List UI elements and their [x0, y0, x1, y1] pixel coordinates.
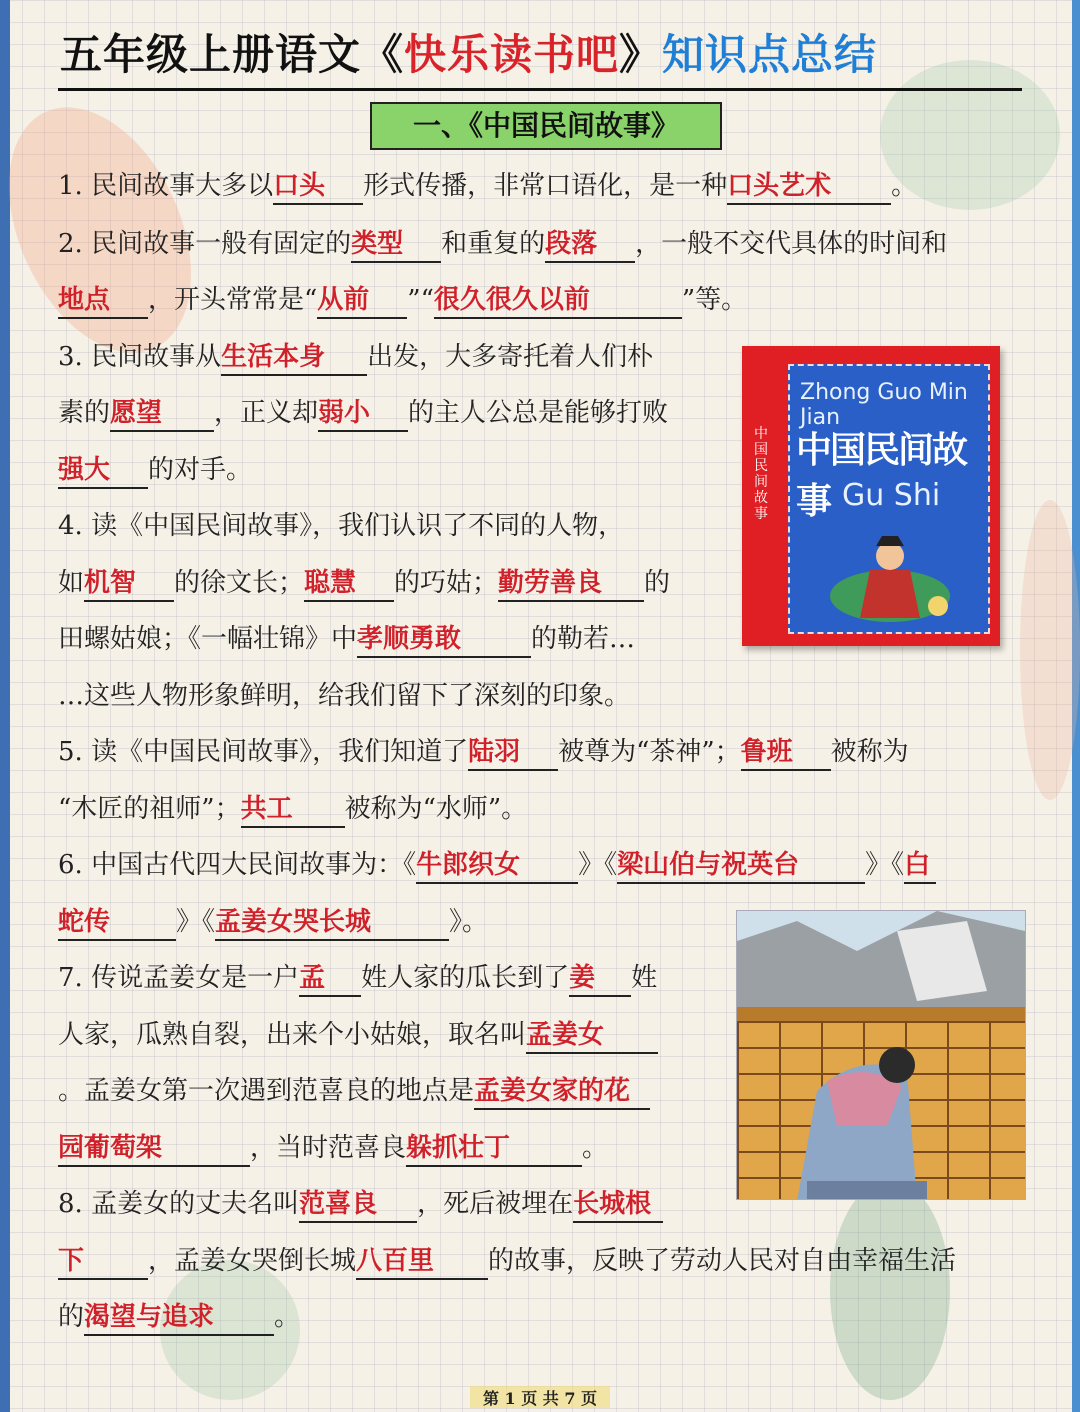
line-text: 形式传播，非常口语化，是一种: [363, 171, 728, 201]
fill-in-answer: 躲抓壮丁: [406, 1131, 582, 1167]
line-text: ，开头常常是“: [148, 285, 318, 315]
line-text: ，孟姜女哭倒长城: [148, 1246, 357, 1276]
title-divider: [58, 88, 1022, 91]
line-text: ，一般不交代具体的时间和: [635, 229, 948, 259]
book-cover-image: [742, 346, 1000, 646]
line-text: 的勒若…: [531, 624, 636, 654]
decorative-cactus: [830, 1180, 950, 1400]
line-text: 》《: [578, 850, 618, 880]
fill-in-answer: 地点: [58, 283, 148, 319]
title-suffix: 知识点总结: [662, 30, 878, 79]
text-line: [58, 676, 630, 716]
line-text: 》。: [449, 907, 489, 937]
fill-in-answer: 段落: [545, 227, 635, 263]
text-line: [58, 1128, 608, 1168]
line-text: 8. 孟姜女的丈夫名叫: [58, 1189, 300, 1219]
page-title: [60, 22, 1020, 86]
line-text: 7. 传说孟姜女是一户: [58, 963, 300, 993]
left-frame-stripe: [0, 0, 10, 1412]
text-line: [58, 1297, 300, 1337]
fill-in-answer: 蛇传: [58, 905, 176, 941]
text-line: [58, 619, 635, 659]
line-text: 和重复的: [441, 229, 546, 259]
line-text: 田螺姑娘；《一幅壮锦》中: [58, 624, 358, 654]
line-text: 的: [644, 568, 671, 598]
fill-in-answer: 从前: [317, 283, 407, 319]
line-text: 。孟姜女第一次遇到范喜良的地点是: [58, 1076, 475, 1106]
section-heading: 一、《中国民间故事》: [370, 102, 722, 150]
fill-in-answer: 长城根: [573, 1187, 663, 1223]
fill-in-answer: 孟姜女家的花: [474, 1074, 650, 1110]
book-spine-text: 中国民间故事: [754, 426, 768, 522]
fill-in-answer: 很久很久以前: [434, 283, 682, 319]
text-line: [58, 1184, 663, 1224]
fill-in-answer: 八百里: [356, 1244, 488, 1280]
fill-in-answer: 强大: [58, 453, 148, 489]
line-text: 被尊为“茶神”；: [558, 737, 741, 767]
book-title: 中国民间故事: [796, 429, 967, 522]
line-text: 4. 读《中国民间故事》，我们认识了不同的人物，: [58, 511, 625, 541]
line-text: 姓人家的瓜长到了: [361, 963, 570, 993]
line-text: 5. 读《中国民间故事》，我们知道了: [58, 737, 469, 767]
line-text: 》《: [176, 907, 216, 937]
fill-in-answer: 孟姜女哭长城: [215, 905, 449, 941]
line-text: 被称为: [830, 737, 909, 767]
fill-in-answer: 下: [58, 1244, 148, 1280]
title-bracket: 》: [619, 30, 663, 79]
fill-in-answer: 梁山伯与祝英台: [617, 848, 865, 884]
page-number: 第 1 页 共 7 页: [470, 1386, 610, 1408]
line-text: 被称为“水师”。: [344, 794, 528, 824]
line-text: ，死后被埋在: [417, 1189, 574, 1219]
line-text: ，正义却: [214, 398, 319, 428]
fill-in-answer: 口头: [273, 169, 363, 205]
line-text: 1. 民间故事大多以: [58, 171, 274, 201]
text-line: [58, 563, 670, 603]
text-line: [58, 450, 252, 490]
line-text: 的对手。: [148, 455, 253, 485]
text-line: [58, 1241, 956, 1281]
fill-in-answer: 弱小: [318, 396, 408, 432]
line-text: 2. 民间故事一般有固定的: [58, 229, 352, 259]
fill-in-answer: 聪慧: [304, 566, 394, 602]
text-line: [58, 1015, 658, 1055]
fill-in-answer: 孟: [299, 961, 361, 997]
fill-in-answer: 园葡萄架: [58, 1131, 250, 1167]
fill-in-answer: 类型: [351, 227, 441, 263]
text-line: [58, 166, 917, 206]
line-text: …这些人物形象鲜明，给我们留下了深刻的印象。: [58, 681, 631, 711]
line-text: ，当时范喜良: [250, 1133, 407, 1163]
fill-in-answer: 渴望与追求: [84, 1300, 274, 1336]
line-text: 。: [274, 1302, 301, 1332]
fill-in-answer: 白: [904, 848, 936, 884]
fill-in-answer: 勤劳善良: [498, 566, 644, 602]
great-wall-illustration: [736, 910, 1026, 1200]
text-line: [58, 789, 527, 829]
fill-in-answer: 姜: [569, 961, 631, 997]
text-line: [58, 393, 668, 433]
line-text: 的巧姑；: [394, 568, 499, 598]
line-text: “木匠的祖师”；: [58, 794, 241, 824]
text-line: [58, 1071, 650, 1111]
book-illustration: [820, 526, 960, 626]
book-pinyin-top: Zhong Guo Min Jian: [800, 380, 968, 430]
line-text: 。: [891, 171, 918, 201]
line-text: 如: [58, 568, 85, 598]
text-line: [58, 280, 747, 320]
line-text: 出发，大多寄托着人们朴: [367, 342, 654, 372]
fill-in-answer: 机智: [84, 566, 174, 602]
title-book-name: 快乐读书吧: [404, 30, 620, 79]
decorative-leaf: [1020, 500, 1080, 800]
title-prefix: 五年级上册语文《: [60, 30, 405, 79]
line-text: 的: [58, 1302, 85, 1332]
line-text: ”“: [407, 285, 434, 315]
text-line: [58, 224, 947, 264]
line-text: 姓: [631, 963, 658, 993]
line-text: 素的: [58, 398, 111, 428]
fill-in-answer: 愿望: [110, 396, 214, 432]
text-line: [58, 958, 657, 998]
fill-in-answer: 生活本身: [221, 340, 367, 376]
fill-in-answer: 陆羽: [468, 735, 558, 771]
weeping-woman-figure: [787, 1031, 937, 1200]
line-text: 的主人公总是能够打败: [408, 398, 669, 428]
fill-in-answer: 牛郎织女: [416, 848, 578, 884]
line-text: 。: [582, 1133, 609, 1163]
line-text: 的徐文长；: [174, 568, 305, 598]
fill-in-answer: 范喜良: [299, 1187, 417, 1223]
line-text: ”等。: [681, 285, 748, 315]
text-line: [58, 732, 909, 772]
text-line: [58, 902, 488, 942]
fill-in-answer: 孝顺勇敢: [357, 622, 531, 658]
text-line: [58, 506, 624, 546]
line-text: 6. 中国古代四大民间故事为：《: [58, 850, 417, 880]
line-text: 》《: [865, 850, 905, 880]
text-line: [58, 845, 936, 885]
fill-in-answer: 孟姜女: [526, 1018, 658, 1054]
text-line: [58, 337, 653, 377]
line-text: 的故事，反映了劳动人民对自由幸福生活: [488, 1246, 957, 1276]
line-text: 人家，瓜熟自裂，出来个小姑娘，取名叫: [58, 1020, 527, 1050]
book-pinyin-bottom: Gu Shi: [842, 478, 941, 513]
wall-battlements: [737, 911, 1025, 1021]
book-cover-panel: [788, 364, 990, 634]
fill-in-answer: 鲁班: [741, 735, 831, 771]
fill-in-answer: 口头艺术: [727, 169, 891, 205]
fill-in-answer: 共工: [241, 792, 345, 828]
line-text: 3. 民间故事从: [58, 342, 222, 372]
